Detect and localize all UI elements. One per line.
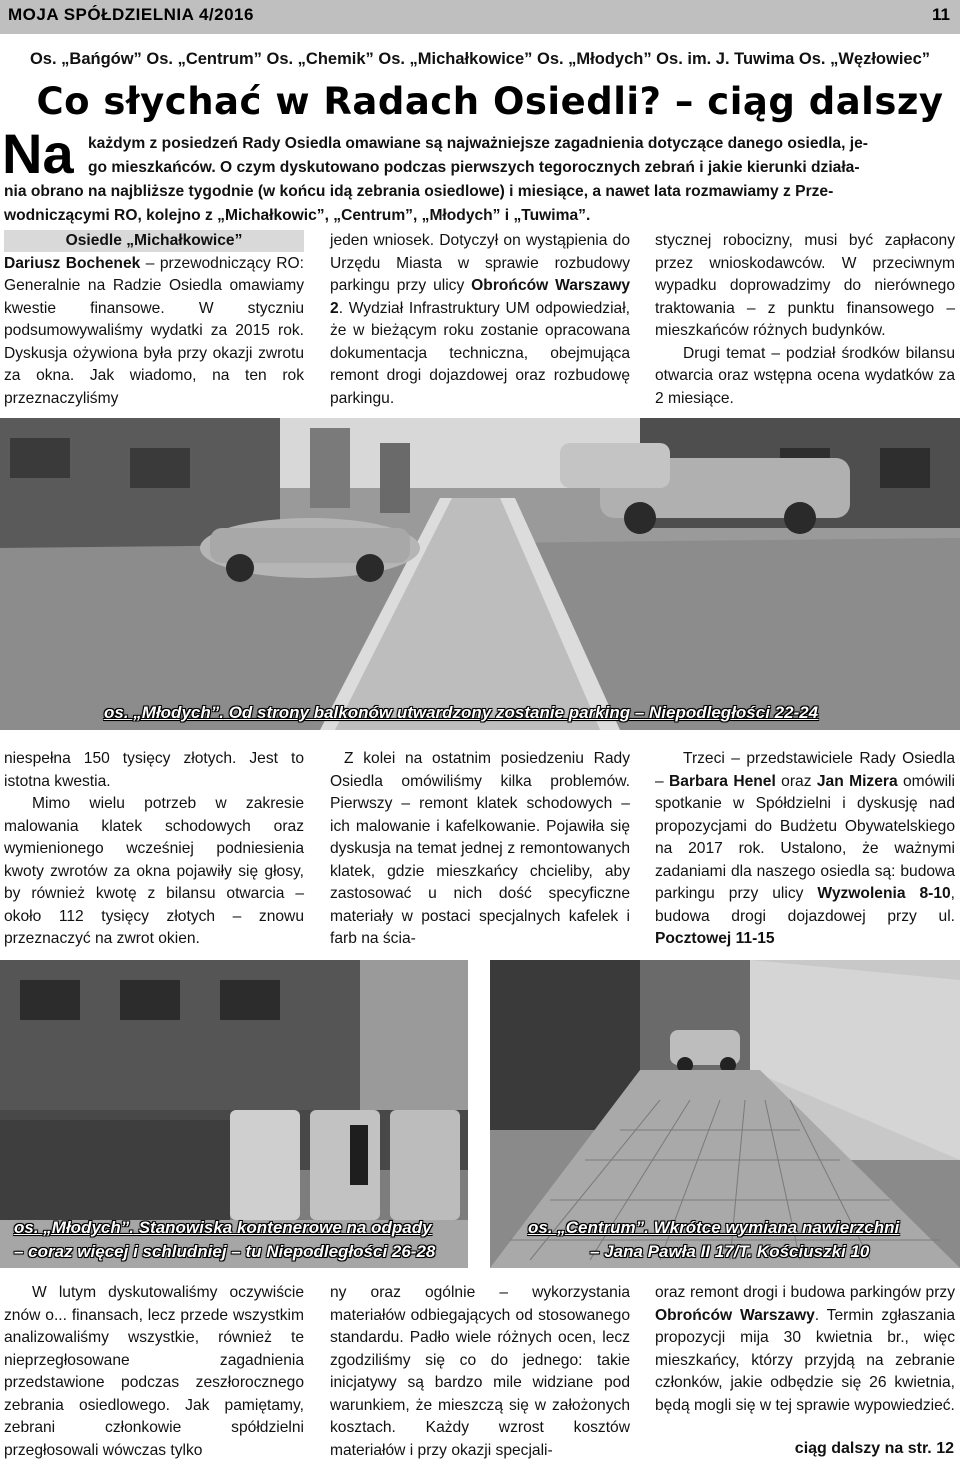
photo2-caption-line2: – coraz więcej i schludniej – tu Niepodległości 26-28 <box>14 1242 436 1261</box>
block1-col3-text-a: stycznej robocizny, musi być zapłacony przez wnioskodawców. W przeciwnym wypadku doprowadzimy do nierównego traktowania – z punktu finansowego – mieszkańców różnych budynków. <box>655 232 955 339</box>
block2-col1 <box>4 748 304 951</box>
lead-line-1: każdym z posiedzeń Rady Osiedla omawiane są najważniejsze zagadnienia dotyczące danego osiedla, je- <box>88 135 868 152</box>
section-subhead-michalkowice: Osiedle „Michałkowice” <box>65 232 243 249</box>
block3-col2: ny oraz ogólnie – wykorzystania materiałów odbiegających od stosowanego standardu. Padło wiele różnych ocen, lecz zgodziliśmy się co do jednego: takie inicjatywy są bardzo mile widziane pod warunkiem, że mieszczą się w założonych kosztach. Każdy wzrost kosztów materiałów i przy okazji specjali- <box>330 1284 630 1459</box>
estates-list: Os. „Bańgów” Os. „Centrum” Os. „Chemik” Os. „Michałkowice” Os. „Młodych” Os. im. J. Tuwima Os. „Węzłowiec” <box>29 50 931 68</box>
lead-line-3: nia obrano na najbliższe tygodnie (w końcu idą zebrania osiedlowe) i miesiące, a nawet lata rozmawiamy z Prze- <box>4 183 834 200</box>
block1-col2-text-a: jeden wniosek. Dotyczył on wystąpienia do Urzędu Miasta w sprawie rozbudowy parkingu przy ulicy <box>330 232 630 294</box>
block1-col1-text: – przewodniczący RO: Generalnie na Radzie Osiedla omawiamy kwestie finansowe. W styczniu podsumowywaliśmy wydatki za 2015 rok. Dyskusja ożywiona była przy okazji zwrotu za okna. Jak wiadomo, na ten rok przeznaczyliśmy <box>4 254 304 407</box>
block1-col1 <box>4 230 304 410</box>
block2-col3-text-a: Trzeci – przedstawiciele Rady Osiedla – <box>655 750 955 790</box>
block2-col3-text-b: oraz <box>775 772 817 790</box>
page-number: 11 <box>932 5 950 24</box>
photo2-caption-rest: Stanowiska kontenerowe na odpady <box>133 1218 432 1237</box>
lead-line-2: go mieszkańców. O czym dyskutowano podczas pierwszych tegorocznych zebrań i jakie kierunki działa- <box>88 159 860 176</box>
block3-col3 <box>655 1282 955 1417</box>
photo3-caption-rest: Wkrótce wymiana nawierzchni <box>648 1218 900 1237</box>
photo1-caption-rest: Od strony balkonów utwardzony zostanie parking – Niepodległości 22-24 <box>223 703 819 722</box>
article-title: Co słychać w Radach Osiedli? – ciąg dalszy <box>36 80 944 123</box>
photo3-caption-line1 <box>528 1218 899 1238</box>
block3-col1: W lutym dyskutowaliśmy oczywiście znów o... finansach, lecz przede wszystkim analizowaliśmy wszystkie, również te nieprzegłosowane zagadnienia przedstawione podczas zeszłorocznego zebrania osiedlowego. Jak pamiętamy, zebrani członkowie spółdzielni przegłosowali wówczas tylko <box>4 1284 304 1459</box>
block2-col3 <box>655 748 955 951</box>
photo3-caption-line2: – Jana Pawła II 17/T. Kościuszki 10 <box>590 1242 870 1261</box>
chairman-name: Dariusz Bochenek <box>4 254 141 272</box>
photo2-caption-prefix: os. „Młodych”. <box>14 1218 134 1237</box>
block2-col2: Z kolei na ostatnim posiedzeniu Rady Osiedla omówiliśmy kilka problemów. Pierwszy – remont klatek schodowych – ich malowanie i kafelkowanie. Pojawiła się dyskusja na temat jednej z remontowanych klatek, gdzie mieszkańcy chcieliby, aby zastosować u nich dość specyficzne materiały w postaci specjalnych kafelek i farb na ścia- <box>330 750 630 947</box>
photo-containers-mlodych <box>0 960 468 1268</box>
publication-name: MOJA SPÓŁDZIELNIA 4/2016 <box>8 5 254 24</box>
lead-dropcap: Na <box>2 122 74 185</box>
block2-col1-text-b: Mimo wielu potrzeb w zakresie malowania klatek schodowych oraz wymienionego wcześniej podniesienia kwoty zwrotów za okna pojawiły się głosy, by również kwotę z bilansu otwarcia – około 112 tysięcy złotych – znowu przeznaczyć na zwrot okien. <box>4 795 304 947</box>
block1-col3 <box>655 230 955 410</box>
photo-parking-mlodych <box>0 418 960 730</box>
member-name-1: Barbara Henel <box>669 772 776 790</box>
lead-line-4: wodniczącymi RO, kolejno z „Michałkowic”, „Centrum”, „Młodych” i „Tuwima”. <box>4 207 591 224</box>
block1-col2 <box>330 230 630 410</box>
block1-col2-text-b: . Wydział Infrastruktury UM odpowiedział, że w bieżącym roku zostanie opracowana dokumentacja techniczna, obejmująca remont drogi dojazdowej oraz rozbudowę parkingu. <box>330 299 630 407</box>
photo1-caption-prefix: os. „Młodych”. <box>104 703 224 722</box>
street-wyzwolenia: Wyzwolenia 8-10 <box>817 885 951 902</box>
photo2-caption-line1 <box>14 1218 432 1238</box>
block2-col1-text-a: niespełna 150 tysięcy złotych. Jest to istotna kwestia. <box>4 750 304 790</box>
block1-col3-text-b: Drugi temat – podział środków bilansu otwarcia oraz wstępna ocena wydatków za 2 miesiące. <box>655 344 955 407</box>
street-pocztowa: Pocztowej 11-15 <box>655 930 775 947</box>
block3-col3-text-b: . Termin zgłaszania propozycji mija 30 kwietnia br., więc mieszkańcy, którzy przyjdą na zebranie członków, jakie odbędzie się 26 kwietnia, będą mogli się w tej sprawie wypowiedzieć. <box>655 1306 955 1414</box>
photo3-caption-prefix: os. „Centrum”. <box>528 1218 649 1237</box>
block2-col3-text-d: , budowa drogi dojazdowej przy ul. <box>655 885 956 925</box>
block2-col3-text-c: omówili spotkanie w Spółdzielni i dyskusję nad propozycjami do Budżetu Obywatelskiego na 2017 rok. Ustalono, że ważnymi zadaniami dla naszego osiedla są: budowa parkingu przy ulicy <box>655 772 955 902</box>
photo-pavement-centrum <box>490 960 960 1268</box>
street-obroncow-warszawy: Obrońców Warszawy <box>655 1306 815 1324</box>
photo1-caption <box>104 703 818 723</box>
member-name-2: Jan Mizera <box>816 772 898 790</box>
street-obroncow: Obrońców Warszawy 2 <box>330 277 630 317</box>
photo-parking-image <box>0 418 960 730</box>
continued-on-page: ciąg dalszy na str. 12 <box>794 1440 954 1457</box>
block3-col3-text-a: oraz remont drogi i budowa parkingów przy <box>655 1284 955 1301</box>
